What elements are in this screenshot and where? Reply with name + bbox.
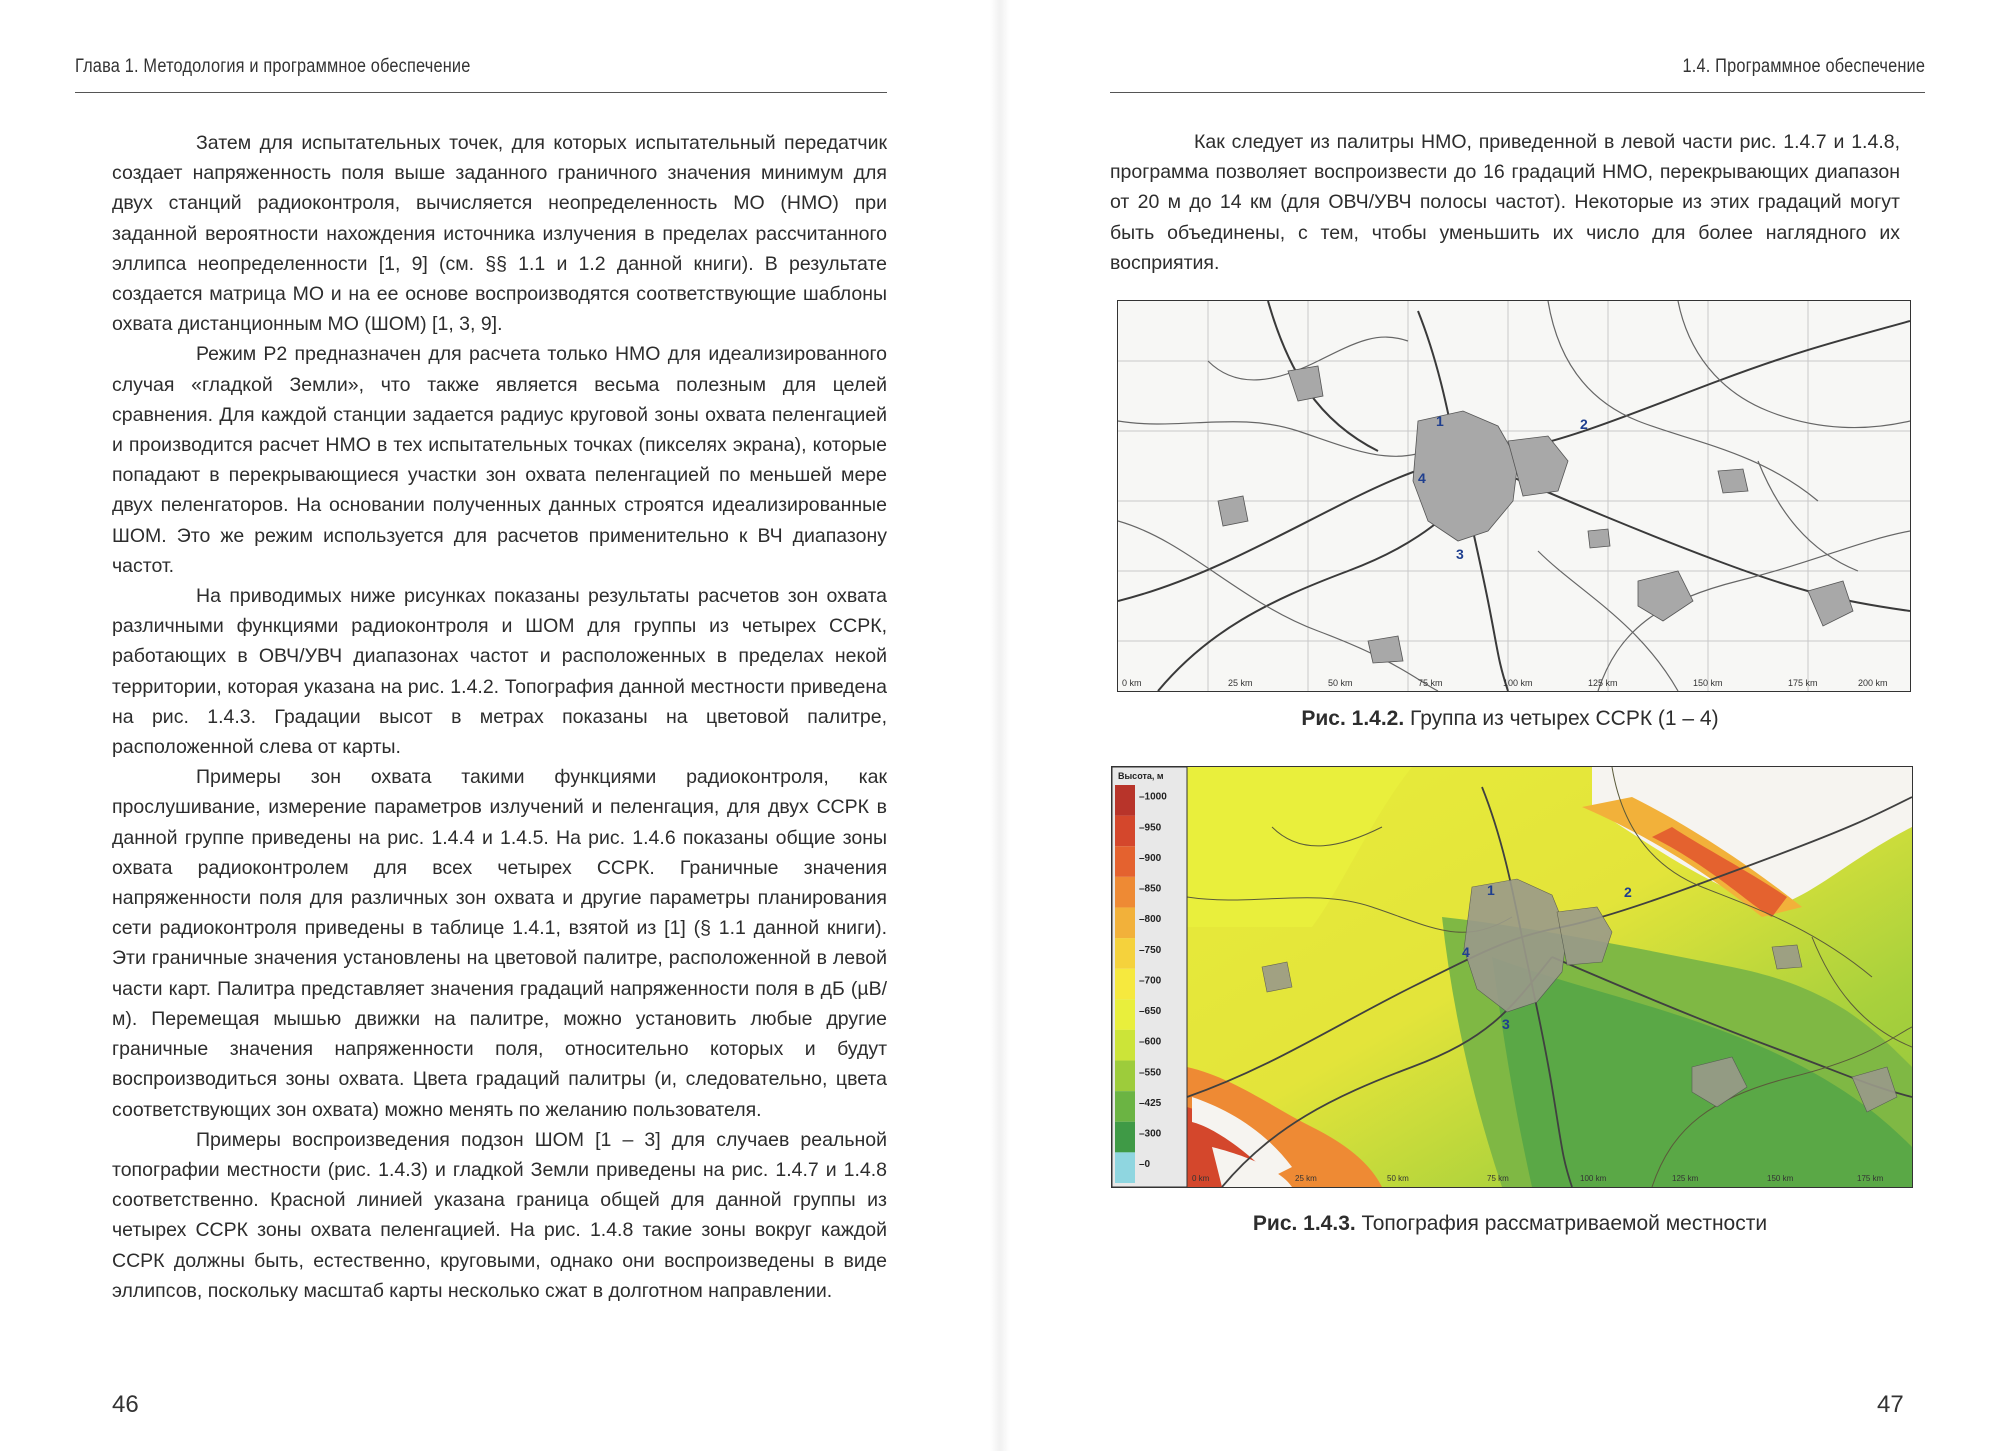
legend-swatch	[1115, 1091, 1135, 1122]
paragraph: Режим P2 предназначен для расчета только НМО для идеализированного случая «гладкой Земли», что также является весьма полезным для целей сравнения. Для каждой станции задается радиус круговой зоны охвата пеленгацией и производится расчет НМО в тех испытательных точках (пикселях экрана), которые попадают в перекрывающиеся участки зон охвата пеленгацией по меньшей мере двух пеленгаторов. На основании полученных данных строятся идеализированные ШОМ. Это же режим используется для расчетов применительно к ВЧ диапазону частот.	[112, 343, 887, 577]
legend-value: –600	[1139, 1036, 1162, 1048]
caption-label: Рис. 1.4.2.	[1301, 707, 1405, 730]
legend-swatch	[1115, 1122, 1135, 1153]
legend-swatch	[1115, 877, 1135, 908]
legend-swatch	[1115, 938, 1135, 969]
scale-label: 25 km	[1295, 1174, 1317, 1183]
station-label: 2	[1580, 416, 1588, 432]
legend-swatch	[1115, 907, 1135, 938]
legend-swatch	[1115, 846, 1135, 877]
figure-caption-2	[1110, 1212, 1910, 1236]
scale-label: 125 km	[1588, 678, 1618, 688]
caption-text: Топография рассматриваемой местности	[1355, 1212, 1768, 1235]
legend-swatch	[1115, 816, 1135, 847]
page-number-right: 47	[1877, 1391, 1904, 1418]
scale-label: 75 km	[1418, 678, 1443, 688]
scale-label: 0 km	[1192, 1174, 1210, 1183]
station-label: 4	[1418, 470, 1426, 486]
legend-value: –800	[1139, 914, 1162, 926]
legend-swatch	[1115, 969, 1135, 1000]
legend-value: –950	[1139, 822, 1162, 834]
scale-label: 150 km	[1767, 1174, 1794, 1183]
page-number-left: 46	[112, 1391, 139, 1418]
scale-label: 150 km	[1693, 678, 1723, 688]
legend-swatch	[1115, 785, 1135, 816]
legend-value: –0	[1139, 1159, 1151, 1171]
running-head-left: Глава 1. Методология и программное обеспечение	[75, 56, 471, 77]
legend-value: –425	[1139, 1097, 1162, 1109]
station-label: 1	[1487, 882, 1495, 898]
legend-value: –700	[1139, 975, 1162, 987]
legend-value: –900	[1139, 852, 1162, 864]
scale-label: 100 km	[1580, 1174, 1607, 1183]
legend-value: –300	[1139, 1128, 1162, 1140]
scale-label: 175 km	[1788, 678, 1818, 688]
scale-label: 100 km	[1503, 678, 1533, 688]
scale-label: 50 km	[1387, 1174, 1409, 1183]
scale-label: 125 km	[1672, 1174, 1699, 1183]
paragraph: Как следует из палитры НМО, приведенной в левой части рис. 1.4.7 и 1.4.8, программа позволяет воспроизвести до 16 градаций НМО, перекрывающих диапазон от 20 м до 14 км (для ОВЧ/УВЧ полосы частот). Некоторые из этих градаций могут быть объединены, с тем, чтобы уменьшить их число для более наглядного их восприятия.	[1110, 131, 1900, 274]
caption-text: Группа из четырех ССРК (1 – 4)	[1404, 707, 1719, 730]
caption-label: Рис. 1.4.3.	[1252, 1212, 1356, 1235]
scale-label: 25 km	[1228, 678, 1253, 688]
station-label: 1	[1436, 413, 1444, 429]
legend-swatch	[1115, 1030, 1135, 1061]
figure-caption-1	[1110, 707, 1910, 731]
paragraph: Примеры зон охвата такими функциями радиоконтроля, как прослушивание, измерение параметров излучений и пеленгация, для двух ССРК в данной группе приведены на рис. 1.4.4 и 1.4.5. На рис. 1.4.6 показаны общие зоны охвата радиоконтролем для всех четырех ССРК. Граничные значения напряженности поля для различных зон охвата и другие параметры планирования сети радиоконтроля приведены в таблице 1.4.1, взятой из [1] (§ 1.1 данной книги). Эти граничные значения установлены на цветовой палитре, расположенной в левой части карт. Палитра представляет значения градаций напряженности поля в дБ (µВ/м). Перемещая мышью движки на палитре, можно установить любые другие граничные значения напряженности поля, относительно которых и будут воспроизводиться зоны охвата. Цвета градаций палитры (и, следовательно, цвета соответствующих зон охвата) можно менять по желанию пользователя.	[112, 766, 887, 1121]
legend-swatch	[1115, 999, 1135, 1030]
right-body-text	[1110, 127, 1900, 278]
topo-drawing	[1112, 767, 1912, 1187]
scale-label: 175 km	[1857, 1174, 1884, 1183]
scale-label: 0 km	[1122, 678, 1142, 688]
legend-title: Высота, м	[1118, 771, 1164, 781]
left-body-text	[112, 128, 887, 1306]
legend-value: –850	[1139, 883, 1162, 895]
header-rule-right	[1110, 92, 1925, 93]
station-label: 3	[1502, 1016, 1510, 1032]
topography-map	[1111, 766, 1913, 1188]
map-drawing	[1118, 301, 1910, 691]
header-rule-left	[75, 92, 887, 93]
paragraph: Примеры воспроизведения подзон ШОМ [1 – 3] для случаев реальной топографии местности (рис. 1.4.3) и гладкой Земли приведены на рис. 1.4.7 и 1.4.8 соответственно. Красной линией указана граница общей для данной группы из четырех ССРК зоны охвата пеленгацией. На рис. 1.4.8 такие зоны вокруг каждой ССРК должны быть, естественно, круговыми, однако они воспроизведены в виде эллипсов, поскольку масштаб карты несколько сжат в долготном направлении.	[112, 1128, 887, 1302]
paragraph: Затем для испытательных точек, для которых испытательный передатчик создает напряженность поля выше заданного граничного значения минимум для двух станций радиоконтроля, вычисляется неопределенность МО (НМО) при заданной вероятности нахождения источника излучения в пределах рассчитанного эллипса неопределенности [1, 9] (см. §§ 1.1 и 1.2 данной книги). В результате создается матрица МО и на ее основе воспроизводятся соответствующие шаблоны охвата дистанционным МО (ШОМ) [1, 3, 9].	[112, 132, 887, 336]
legend-swatch	[1115, 1061, 1135, 1092]
running-head-right: 1.4. Программное обеспечение	[1682, 56, 1925, 77]
paragraph: На приводимых ниже рисунках показаны результаты расчетов зон охвата различными функциями радиоконтроля и ШОМ для группы из четырех ССРК, работающих в ОВЧ/УВЧ диапазонах частот и расположенных в пределах некой территории, которая указана на рис. 1.4.2. Топография данной местности приведена на рис. 1.4.3. Градации высот в метрах показаны на цветовой палитре, расположенной слева от карты.	[112, 585, 887, 759]
station-label: 4	[1462, 944, 1470, 960]
scale-label: 75 km	[1487, 1174, 1509, 1183]
legend-value: –1000	[1139, 791, 1167, 803]
legend-value: –550	[1139, 1067, 1162, 1079]
scale-label: 50 km	[1328, 678, 1353, 688]
legend-value: –650	[1139, 1006, 1162, 1018]
legend-swatch	[1115, 1152, 1135, 1183]
legend-value: –750	[1139, 944, 1162, 956]
station-group-map	[1117, 300, 1911, 692]
scale-label: 200 km	[1858, 678, 1888, 688]
station-label: 3	[1456, 546, 1464, 562]
station-label: 2	[1624, 884, 1632, 900]
